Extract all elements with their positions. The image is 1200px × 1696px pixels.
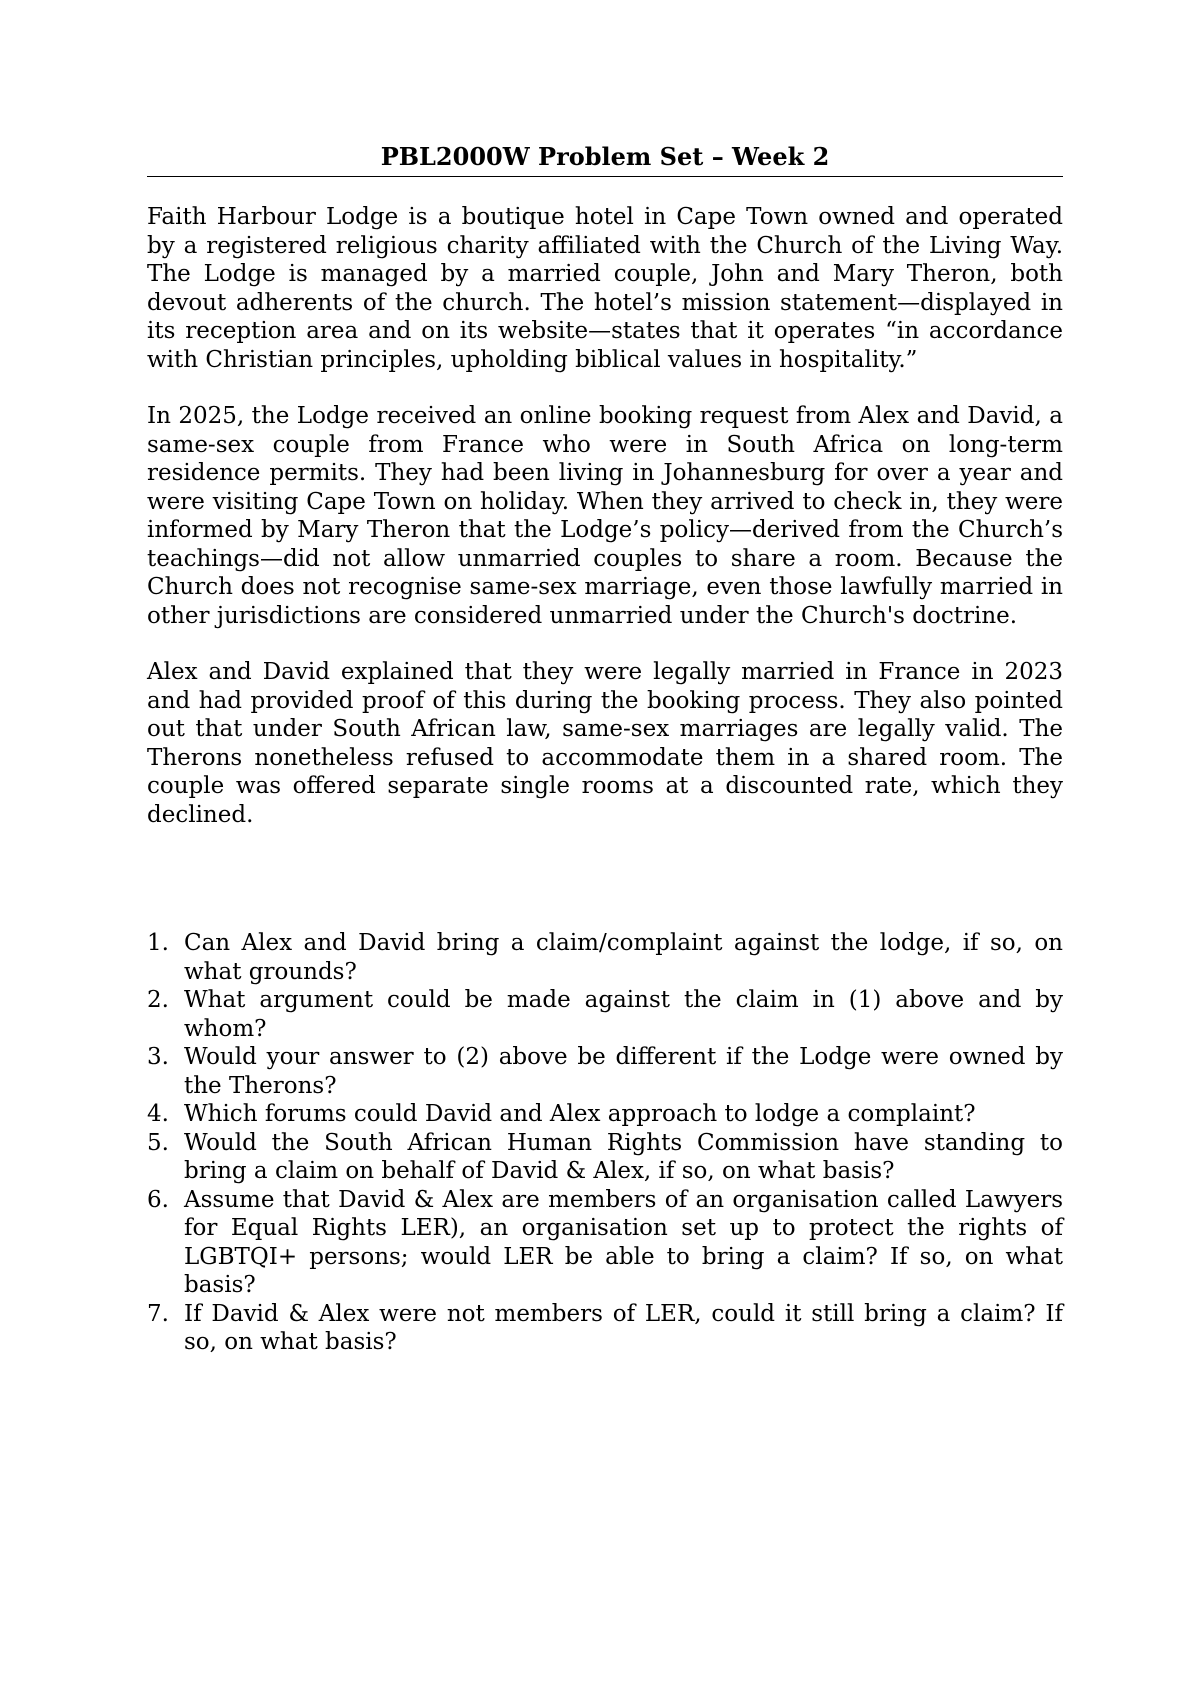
question-number: 7. <box>147 1300 169 1327</box>
question-number: 4. <box>147 1101 169 1127</box>
question-item <box>147 1100 1063 1129</box>
question-number: 3. <box>147 1044 169 1070</box>
question-list <box>147 929 1063 1357</box>
question-item <box>147 1043 1063 1100</box>
question-text: Assume that David & Alex are members of an organisation called Lawyers for Equal Rights LER), an organisation set up to protect the rights of LGBTQI+ persons; would LER be able to bring a claim? If so, on what basis? <box>184 1186 1063 1298</box>
document-page <box>147 140 1063 1357</box>
question-number: 1. <box>147 930 169 956</box>
question-item <box>147 986 1063 1043</box>
question-text: Would your answer to (2) above be different if the Lodge were owned by the Therons? <box>184 1044 1063 1099</box>
question-number: 6. <box>147 1186 169 1213</box>
question-number: 5. <box>147 1129 169 1156</box>
question-text: Can Alex and David bring a claim/complaint against the lodge, if so, on what grounds? <box>184 930 1063 985</box>
question-number: 2. <box>147 987 169 1013</box>
question-item <box>147 1186 1063 1300</box>
question-text: What argument could be made against the claim in (1) above and by whom? <box>184 987 1063 1042</box>
question-item <box>147 929 1063 986</box>
paragraph-refusal: Alex and David explained that they were legally married in France in 2023 and had provided proof of this during the booking process. They also pointed out that under South African law, same-sex marriages are legally valid. The Therons nonetheless refused to accommodate them in a shared room. The couple was offered separate single rooms at a discounted rate, which they declined. <box>147 659 1063 828</box>
question-text: If David & Alex were not members of LER, could it still bring a claim? If so, on what basis? <box>184 1300 1063 1355</box>
question-item <box>147 1300 1063 1357</box>
paragraph-incident: In 2025, the Lodge received an online booking request from Alex and David, a same-sex couple from France who were in South Africa on long-term residence permits. They had been living in Johannesburg for over a year and were visiting Cape Town on holiday. When they arrived to check in, they were informed by Mary Theron that the Lodge’s policy—derived from the Church’s teachings—did not allow unmarried couples to share a room. Because the Church does not recognise same-sex marriage, even those lawfully married in other jurisdictions are considered unmarried under the Church's doctrine. <box>147 403 1063 629</box>
question-text: Would the South African Human Rights Commission have standing to bring a claim on behalf of David & Alex, if so, on what basis? <box>184 1129 1063 1184</box>
document-title: PBL2000W Problem Set – Week 2 <box>147 140 1063 177</box>
question-text: Which forums could David and Alex approach to lodge a complaint? <box>184 1101 976 1127</box>
paragraph-intro: Faith Harbour Lodge is a boutique hotel in Cape Town owned and operated by a registered religious charity affiliated with the Church of the Living Way. The Lodge is managed by a married couple, John and Mary Theron, both devout adherents of the church. The hotel’s mission statement—displayed in its reception area and on its website—states that it operates “in accordance with Christian principles, upholding biblical values in hospitality.” <box>147 204 1063 373</box>
question-item <box>147 1129 1063 1186</box>
